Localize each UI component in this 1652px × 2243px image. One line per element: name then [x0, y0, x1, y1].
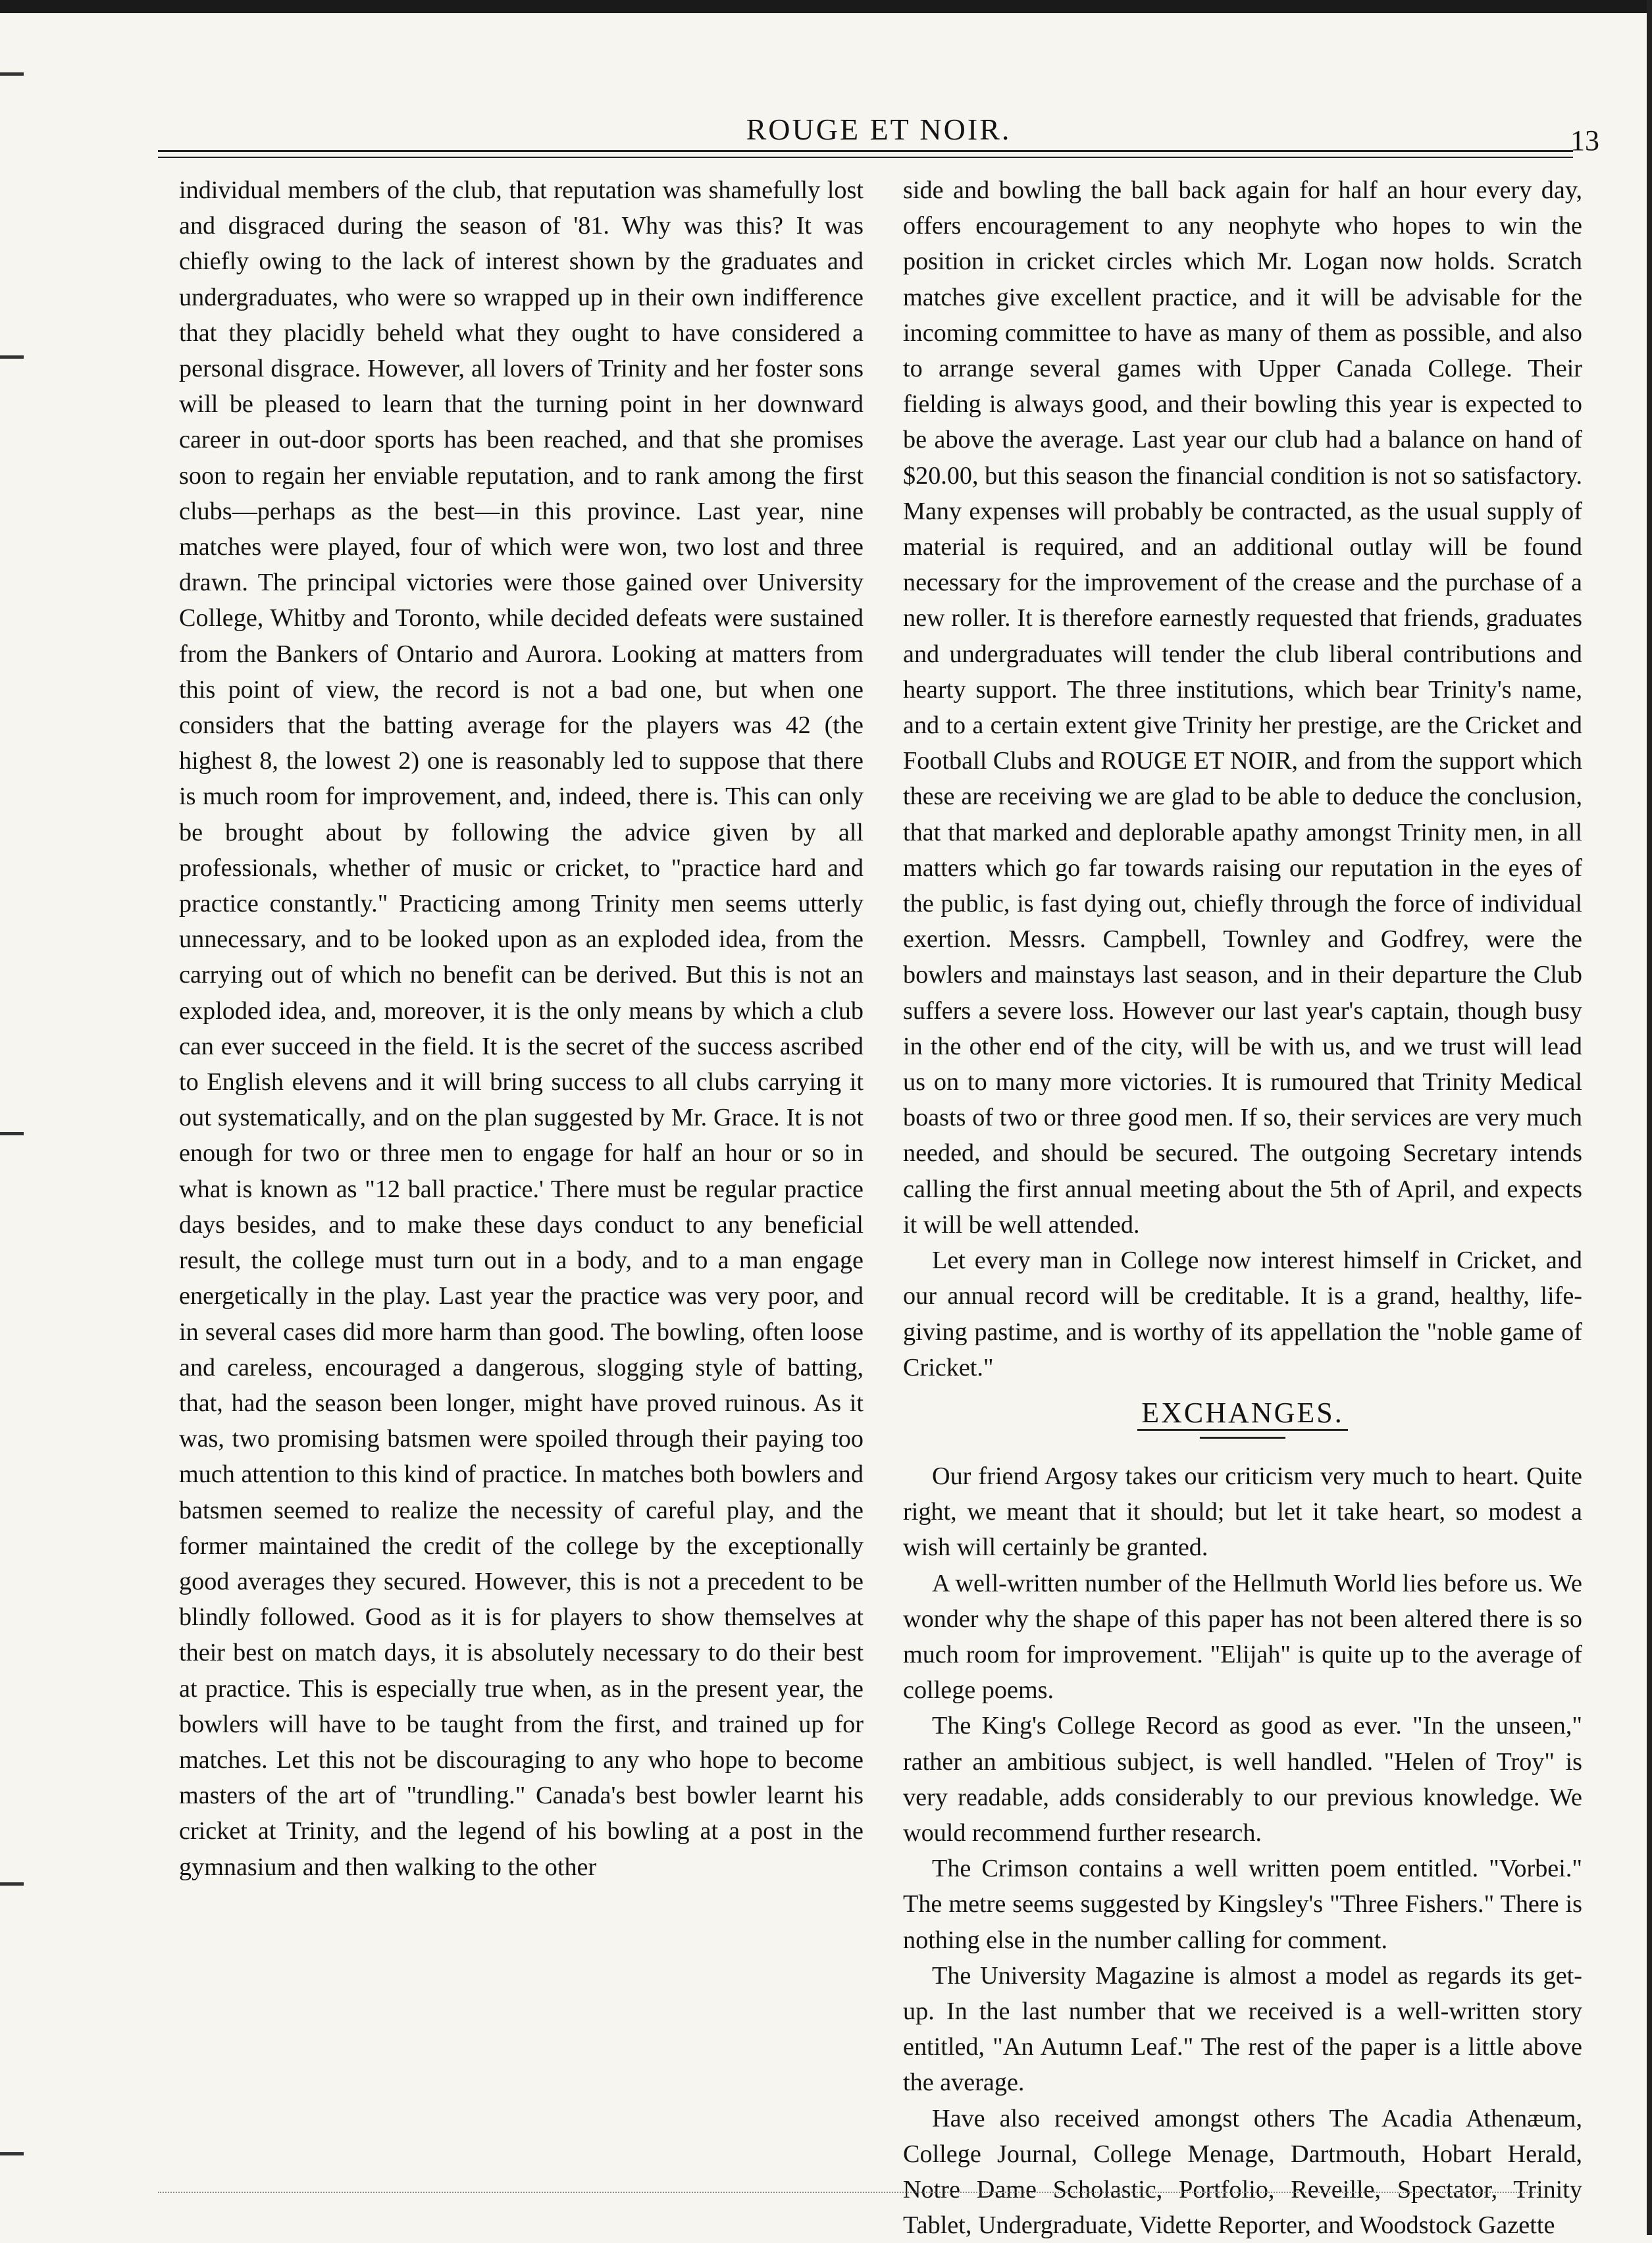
scan-margin-mark: [0, 2152, 24, 2155]
page-number: 13: [1570, 124, 1599, 157]
running-title: ROUGE ET NOIR.: [746, 113, 1012, 146]
article-paragraph: side and bowling the ball back again for half an hour every day, offers encouragement to any neophyte who hopes to win the position in cricket circles which Mr. Logan now holds. Scratch matches give excellent practice, and it will be advisable for the incoming committee to have as many of them as possible, and also to arrange several games with Upper Canada College. Their fielding is always good, and their bowling this year is expected to be above the average. Last year our club had a balance on hand of $20.00, but this season the financial condition is not so satisfactory. Many expenses will probably be contracted, as the usual supply of material is required, and an additional outlay will be found necessary for the improvement of the crease and the purchase of a new roller. It is therefore earnestly requested that friends, graduates and undergraduates will tender the club liberal contributions and hearty support. The three institutions, which bear Trinity's name, and to a certain extent give Trinity her prestige, are the Cricket and Football Clubs and ROUGE ET NOIR, and from the support which these are receiving we are glad to be able to deduce the conclusion, that that marked and deplorable apathy amongst Trinity men, in all matters which go far towards raising our reputation in the eyes of the public, is fast dying out, chiefly through the force of individual exertion. Messrs. Campbell, Townley and Godfrey, were the bowlers and mainstays last season, and in their departure the Club suffers a severe loss. However our last year's captain, though busy in the other end of the city, will be with us, and we trust will lead us on to many more victories. It is rumoured that Trinity Medical boasts of two or three good men. If so, their services are very much needed, and should be secured. The outgoing Secretary intends calling the first annual meeting about the 5th of April, and expects it will be well attended.: [903, 176, 1582, 1239]
scan-margin-mark: [0, 72, 24, 76]
exchanges-heading-text: EXCHANGES.: [1137, 1397, 1347, 1431]
exchange-paragraph: The University Magazine is almost a model as regards its get-up. In the last number that we received is a well-written story entitled, "An Autumn Leaf." The rest of the paper is a little above the average.: [903, 1961, 1582, 2097]
exchanges-heading: [903, 1393, 1582, 1433]
article-paragraph: Let every man in College now interest himself in Cricket, and our annual record will be creditable. It is a grand, healthy, life-giving pastime, and is worthy of its appellation the "noble game of Cricket.": [903, 1247, 1582, 1381]
exchange-paragraph: A well-written number of the Hellmuth World lies before us. We wonder why the shape of this paper has not been altered there is so much room for improvement. "Elijah" is quite up to the average of college poems.: [903, 1569, 1582, 1705]
exchanges-heading-rule: [1200, 1437, 1285, 1439]
header-rule: [158, 150, 1573, 152]
exchange-paragraph: Have also received amongst others The Acadia Athenæum, College Journal, College Menage, Dartmouth, Hobart Herald, Notre Dame Scholastic, Portfolio, Reveille, Spectator, Trinity Tablet, Undergraduate, Vidette Reporter, and Woodstock Gazette: [903, 2104, 1582, 2240]
scan-margin-mark: [0, 1132, 24, 1135]
exchange-paragraph: The Crimson contains a well written poem entitled. "Vorbei." The metre seems suggested by Kingsley's "Three Fishers." There is nothing else in the number calling for comment.: [903, 1855, 1582, 1954]
scan-margin-mark: [0, 355, 24, 359]
article-paragraph: individual members of the club, that reputation was shamefully lost and disgraced during the season of '81. Why was this? It was chiefly owing to the lack of interest shown by the graduates and undergraduates, who were so wrapped up in their own indifference that they placidly beheld what they ought to have considered a personal disgrace. However, all lovers of Trinity and her foster sons will be pleased to learn that the turning point in her downward career in out-door sports has been reached, and that she promises soon to regain her enviable reputation, and to rank among the first clubs—perhaps as the best—in this province. Last year, nine matches were played, four of which were won, two lost and three drawn. The principal victories were those gained over University College, Whitby and Toronto, while decided defeats were sustained from the Bankers of Ontario and Aurora. Looking at matters from this point of view, the record is not a bad one, but when one considers that the batting average for the players was 42 (the highest 8, the lowest 2) one is reasonably led to suppose that there is much room for improvement, and, indeed, there is. This can only be brought about by following the advice given by all professionals, whether of music or cricket, to "practice hard and practice constantly." Practicing among Trinity men seems utterly unnecessary, and to be looked upon as an exploded idea, from the carrying out of which no benefit can be derived. But this is not an exploded idea, and, moreover, it is the only means by which a club can ever succeed in the field. It is the secret of the success ascribed to English elevens and it will bring success to all clubs carrying it out systematically, and on the plan suggested by Mr. Grace. It is not enough for two or three men to engage for half an hour or so in what is known as "12 ball practice.' There must be regular practice days besides, and to make these days conduct to any beneficial result, the college must turn out in a body, and to a man engage energetically in the play. Last year the practice was very poor, and in several cases did more harm than good. The bowling, often loose and careless, encouraged a dangerous, slogging style of batting, that, had the season been longer, might have proved ruinous. As it was, two promising batsmen were spoiled through their paying too much attention to this kind of practice. In matches both bowlers and batsmen seemed to realize the necessity of careful play, and the former maintained the credit of the college by the exceptionally good averages they secured. However, this is not a precedent to be blindly followed. Good as it is for players to show themselves at their best on match days, it is absolutely necessary to do their best at practice. This is especially true when, as in the present year, the bowlers will have to be taught from the first, and trained up for matches. Let this not be discouraging to any who hope to become masters of the art of "trundling." Canada's best bowler learnt his cricket at Trinity, and the legend of his bowling at a post in the gymnasium and then walking to the other: [179, 176, 864, 1881]
right-column: [903, 172, 1582, 2243]
exchange-paragraph: Our friend Argosy takes our criticism very much to heart. Quite right, we meant that it should; but let it take heart, so modest a wish will certainly be granted.: [903, 1462, 1582, 1562]
scan-edge-top: [0, 0, 1652, 13]
scan-bottom-specks: [158, 2192, 1540, 2200]
scan-margin-mark: [0, 1882, 24, 1886]
header-rule-thin: [158, 157, 1573, 158]
exchange-paragraph: The King's College Record as good as ever. "In the unseen," rather an ambitious subject, is well handled. "Helen of Troy" is very readable, adds considerably to our previous knowledge. We would recommend further research.: [903, 1712, 1582, 1847]
left-column: [179, 172, 864, 1885]
scan-edge-right: [1647, 0, 1652, 2235]
